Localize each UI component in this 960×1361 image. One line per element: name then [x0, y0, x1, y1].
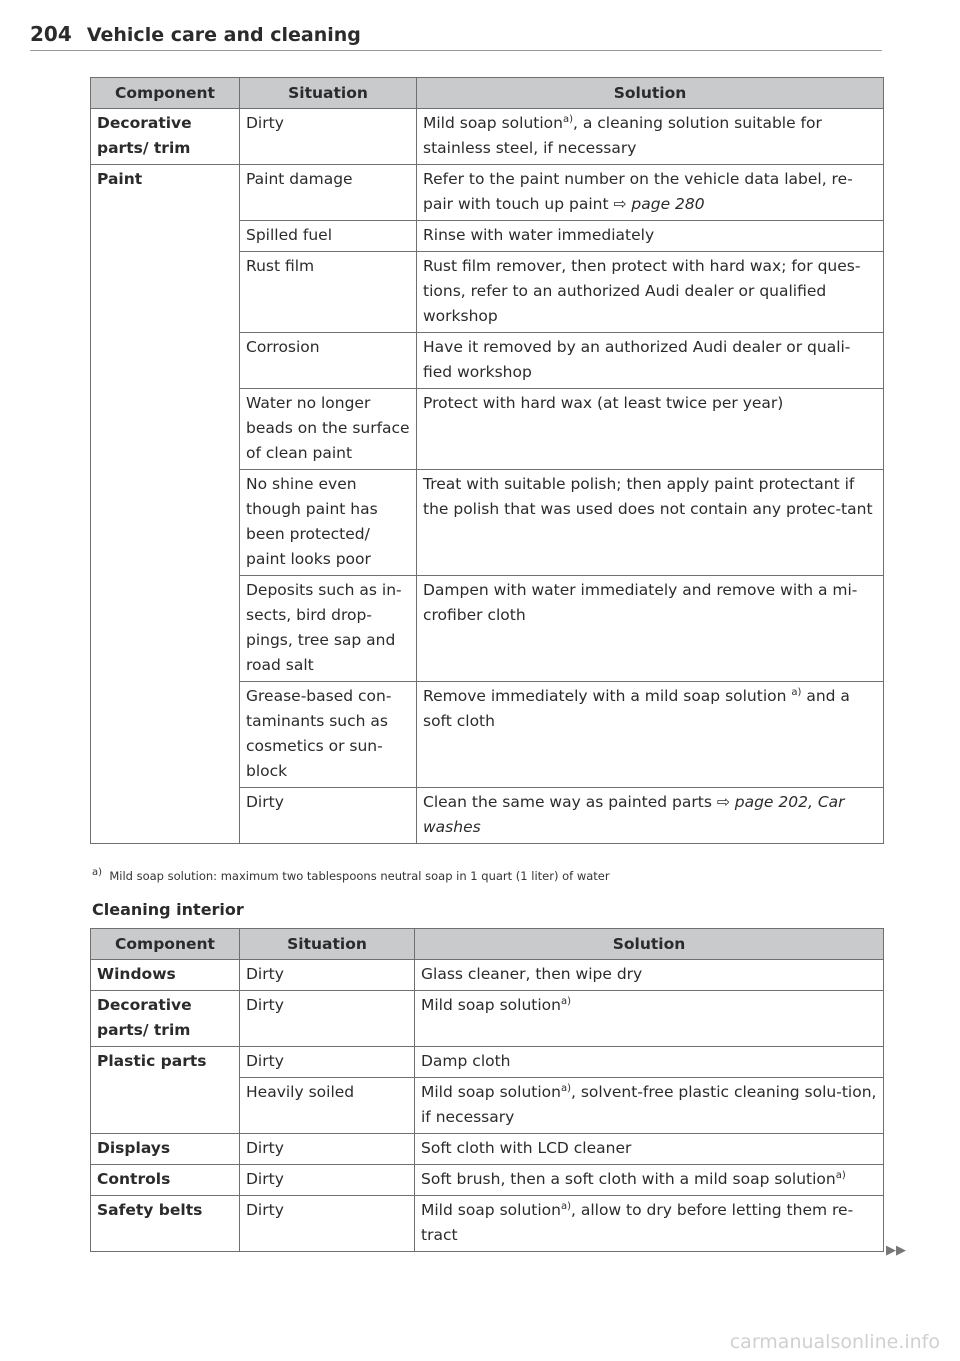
- situation-cell: Spilled fuel: [240, 221, 417, 252]
- table-row: [91, 960, 884, 991]
- solution-cell: Refer to the paint number on the vehicle data label, re-pair with touch up paint ⇨ page 280: [417, 165, 884, 221]
- solution-cell: Rinse with water immediately: [417, 221, 884, 252]
- header-component: Component: [91, 929, 240, 960]
- solution-cell: Soft brush, then a soft cloth with a mild soap solution$^{a)}$: [415, 1165, 884, 1196]
- header-component: Component: [91, 78, 240, 109]
- page-title: Vehicle care and cleaning: [86, 24, 361, 46]
- header-situation: Situation: [240, 929, 415, 960]
- header-solution: Solution: [417, 78, 884, 109]
- solution-cell: Treat with suitable polish; then apply paint protectant if the polish that was used does not contain any protec-tant: [417, 470, 884, 576]
- component-cell: Safety belts: [91, 1196, 240, 1252]
- exterior-cleaning-table: [90, 77, 884, 844]
- situation-cell: Dirty: [240, 991, 415, 1047]
- table-row: [91, 1196, 884, 1252]
- table-row: [91, 991, 884, 1047]
- table-row: [91, 1134, 884, 1165]
- situation-cell: Paint damage: [240, 165, 417, 221]
- component-cell: Paint: [91, 165, 240, 844]
- page-number: 204: [30, 22, 72, 46]
- situation-cell: Dirty: [240, 788, 417, 844]
- table-row: [91, 1047, 884, 1078]
- situation-cell: Dirty: [240, 1165, 415, 1196]
- component-cell: Decorative parts/ trim: [91, 991, 240, 1047]
- component-cell: Plastic parts: [91, 1047, 240, 1134]
- continue-arrow-icon: ▶▶: [886, 1243, 906, 1258]
- component-cell: Controls: [91, 1165, 240, 1196]
- solution-cell: Soft cloth with LCD cleaner: [415, 1134, 884, 1165]
- situation-cell: Heavily soiled: [240, 1078, 415, 1134]
- situation-cell: Dirty: [240, 960, 415, 991]
- situation-cell: Dirty: [240, 109, 417, 165]
- situation-cell: Dirty: [240, 1134, 415, 1165]
- solution-cell: Mild soap solution$^{a)}$: [415, 991, 884, 1047]
- section-heading: Cleaning interior: [92, 900, 244, 919]
- solution-cell: Mild soap solution$^{a)}$, a cleaning solution suitable for stainless steel, if necessary: [417, 109, 884, 165]
- solution-cell: Have it removed by an authorized Audi dealer or quali-fied workshop: [417, 333, 884, 389]
- solution-cell: Mild soap solution$^{a)}$, solvent-free plastic cleaning solu-tion, if necessary: [415, 1078, 884, 1134]
- footnote-text: Mild soap solution: maximum two tablespoons neutral soap in 1 quart (1 liter) of water: [109, 869, 610, 883]
- situation-cell: Corrosion: [240, 333, 417, 389]
- solution-cell: Damp cloth: [415, 1047, 884, 1078]
- situation-cell: Grease-based con-taminants such as cosmetics or sun-block: [240, 682, 417, 788]
- solution-cell: Clean the same way as painted parts ⇨ page 202, Car washes: [417, 788, 884, 844]
- solution-cell: Rust film remover, then protect with hard wax; for ques-tions, refer to an authorized Audi dealer or qualified workshop: [417, 252, 884, 333]
- header-solution: Solution: [415, 929, 884, 960]
- solution-cell: Remove immediately with a mild soap solution $^{a)}$ and a soft cloth: [417, 682, 884, 788]
- situation-cell: No shine even though paint has been protected/ paint looks poor: [240, 470, 417, 576]
- header-situation: Situation: [240, 78, 417, 109]
- situation-cell: Deposits such as in-sects, bird drop-pings, tree sap and road salt: [240, 576, 417, 682]
- interior-cleaning-table: [90, 928, 884, 1252]
- footnote-mark: a): [92, 867, 103, 879]
- table-header-row: [91, 78, 884, 109]
- page-reference-link[interactable]: ⇨ page 280: [613, 195, 705, 213]
- page-header: [30, 22, 882, 51]
- component-cell: Decorative parts/ trim: [91, 109, 240, 165]
- solution-cell: Protect with hard wax (at least twice per year): [417, 389, 884, 470]
- solution-cell: Glass cleaner, then wipe dry: [415, 960, 884, 991]
- component-cell: Displays: [91, 1134, 240, 1165]
- situation-cell: Rust film: [240, 252, 417, 333]
- table-row: [91, 1165, 884, 1196]
- solution-cell: Mild soap solution$^{a)}$, allow to dry before letting them re-tract: [415, 1196, 884, 1252]
- situation-cell: Water no longer beads on the surface of clean paint: [240, 389, 417, 470]
- table-row: [91, 165, 884, 221]
- table-row: [91, 109, 884, 165]
- watermark: carmanualsonline.info: [729, 1331, 940, 1353]
- page-reference-link[interactable]: ⇨ page 202, Car washes: [423, 793, 845, 836]
- component-cell: Windows: [91, 960, 240, 991]
- footnote: [92, 869, 610, 883]
- solution-cell: Dampen with water immediately and remove with a mi-crofiber cloth: [417, 576, 884, 682]
- situation-cell: Dirty: [240, 1047, 415, 1078]
- situation-cell: Dirty: [240, 1196, 415, 1252]
- table-header-row: [91, 929, 884, 960]
